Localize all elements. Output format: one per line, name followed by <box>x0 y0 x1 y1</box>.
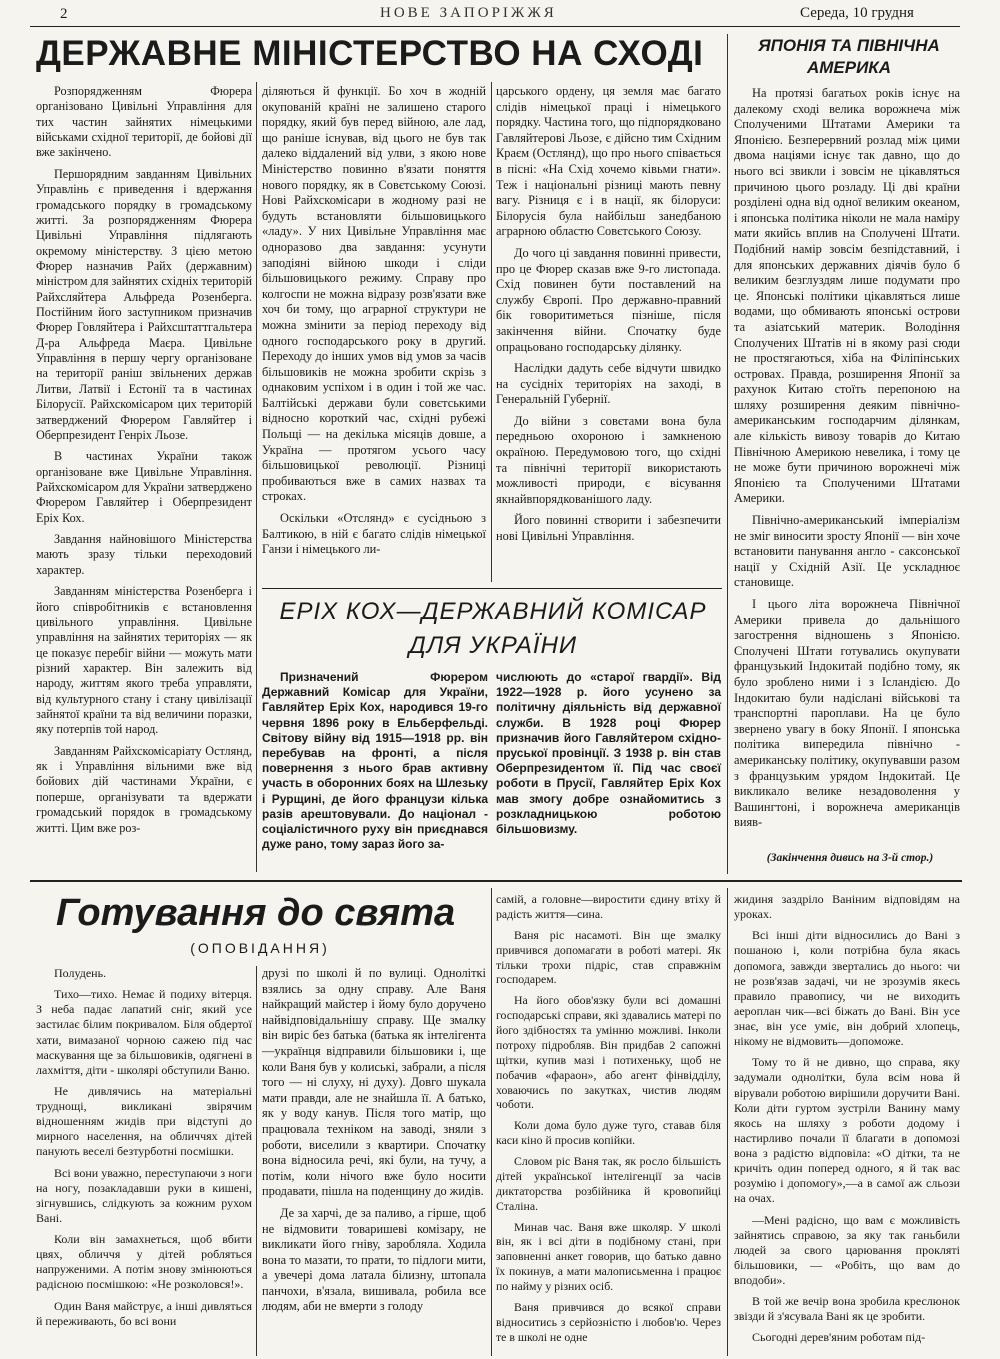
japan-continuation-note: (Закінчення дивись на 3-й стор.) <box>766 852 934 864</box>
story-col4-paragraph: Всі інші діти відносились до Вані з пошаною і, коли потрібна була якась допомога, завжди звертались до нього: чи не розв'язав задачі, чи не зрозумів якесь правило правопису, чи не виходить аероплан чик—всі біжать до Вані. Він усе знає, він усе уміє, він добрий хлопець, нікому не відмовить—допоможе. <box>734 928 960 1049</box>
header-rule <box>30 26 960 27</box>
japan-title-line-1: ЯПОНІЯ ТА ПІВНІЧНА <box>758 36 940 55</box>
story-column-3 <box>496 892 721 1351</box>
ministry-column-3 <box>496 84 721 551</box>
story-col4-paragraph: В той же вечір вона зробила креслюнок звізди й з'ясувала Вані як це зробити. <box>734 1294 960 1324</box>
column-divider <box>491 888 492 1356</box>
ministry-col3-paragraph: До війни з совєтами вона була передньою охороною і замкненою окраїною. Передумовою того, що східні та північні території використають можливості природи, є вісування якнайвпорядкованішого ладу. <box>496 413 721 506</box>
story-col3-paragraph: Коли дома було дуже туго, ставав біля каси кіно й просив копійки. <box>496 1118 721 1148</box>
column-divider <box>727 34 728 874</box>
section-divider <box>30 880 962 882</box>
story-col3-paragraph: Минав час. Ваня вже школяр. У школі він, як і всі діти в подібному стані, при заповненні анкет говорив, що батько давно їх покинув, а мати малописьменна і працює по найму у різних осіб. <box>496 1219 721 1293</box>
ministry-col1-paragraph: Завданням міністерства Розенберга і його співробітників є встановлення цивільного управління. Цивільне управління на зайнятих територіях — як це показує перебіг війни — можуть мати різний характер. Він залежить від народу, життям якого треба управляти, від культурного стану і стану цивілізації зайнятої країни та від величини поразки, яку потерпів той народ. <box>36 584 252 737</box>
koch-title-line-2: ДЛЯ УКРАЇНИ <box>408 632 578 659</box>
column-divider <box>727 888 728 1356</box>
koch-title-line-1: ЕРІХ КОХ—ДЕРЖАВНИЙ КОМІСАР <box>279 598 707 625</box>
page-number: 2 <box>60 6 68 22</box>
ministry-col3-paragraph: Його повинні створити і забезпечити нові Цивільні Управління. <box>496 513 721 544</box>
story-col4-paragraph: Сьогодні дерев'яним роботам під- <box>752 1330 926 1345</box>
koch-col1-text: Призначений Фюрером Державний Комісар для України, Гавляйтер Еріх Кох, народився 19-го червня 1896 року в Ельберфельді. Світову війну від 1915—1918 рр. він перебував на фронті, а після повернення з нього брав активну участь в оборонних боях на Шлезьку і Рурщині, де його французи кілька разів арештовували. До націонал - соціалістичного руху він приєднався дуже рано, тому зараз його за- <box>262 670 488 852</box>
ministry-col1-paragraph: Першорядним завданням Цивільних Управлінь є приведення і вдержання громадського порядку в громадському житті. За розпорядженням Фюрера Цивільні Управління підлягають окремому міністерству. З цією метою Фюрер назначив Райх (державним) міністром для зайнятих східніх територій Райхсляйтера Альфреда Розенберга. Постійним його заступником призначив Фюрер Говляйтера і Райхсштаттгальтера Д-ра Альфреда Маєра. Цивільне Управління в першу чергу організоване на території раніш звільнених держав Литви, Латвії і Естонії та в частинах Білорусії. Райхскомісаром цих територій затверджений Фюрером Гавляйтер і Оберпрезидент Генріх Льозе. <box>36 166 252 442</box>
story-title: Готування до свята <box>56 892 456 934</box>
story-col1-paragraph: Всі вони уважно, переступаючи з ноги на ногу, позакладавши руки в кишені, зігнувшись, слідкують за кожним рухом Вані. <box>36 1165 252 1225</box>
ministry-column-1 <box>36 84 252 842</box>
ministry-col3-paragraph: До чого ці завдання повинні привести, про це Фюрер сказав вже 9-го листопада. Схід повинен бути поставлений на службу Європі. Про державно-правний бік говоритиметься пізніше, після закінчення війни. Спочатку буде опрацьовано господарську ділянку. <box>496 245 721 354</box>
ministry-column-2 <box>262 84 486 564</box>
issue-date: Середа, 10 грудня <box>800 5 914 21</box>
japan-paragraph: І цього літа ворожнеча Північної Америки привела до дальнішого загострення відношень з Японією. Сполучені Штати готувались окупувати французький Індокитай подібно тому, як було зроблено ними і з Ісландією. До Індокитаю були надіслані військові та транспортні пароплави. На це було звернено увагу в боку Японії. І японська політика випередила північно - американську політику, окупувавши разом з французьким урядом Індокитай. Це викликало велике незадоволення у Вашингтоні, і ворожнеча американців вияв- <box>734 597 960 830</box>
story-col3-paragraph: Ваня привчився до всякої справи відноситись з серйозністю і любов'ю. Через те в школі не одне <box>496 1299 721 1344</box>
column-divider <box>256 966 257 1356</box>
koch-box-rule <box>262 588 722 589</box>
ministry-col1-paragraph: Розпорядженням Фюрера організовано Цивільні Управління для тих частин зайнятих німецькими військами східної території, де бойові дії вже закінчено. <box>36 84 252 160</box>
ministry-col3-paragraph: царського ордену, ця земля має багато слідів німецької праці і німецького порядку. Частина того, що підпорядковано Гавляйтерові Льозе, є дійсно тим Східним Краєм (Остлянд), що про нього співається в пісні: «На Схід хочемо ківьми гнати». Теж і національні різниці мають певну вагу. Різниця є і в нації, як білоруси: Білорусія була найбільш занедбаною аграрною областю Совєтського Союзу. <box>496 84 721 239</box>
ministry-title: ДЕРЖАВНЕ МІНІСТЕРСТВО НА СХОДІ <box>36 34 704 73</box>
ministry-col2-paragraph: діляються й функції. Бо хоч в жодній окупованій країні не залишено старого порядку, який був перед війною, але лад, що раніше існував, від цього не був так далеко віддалений від улви, з якою нове Міністерство повинно в'язати поняття нового порядку, як в Совєтському Союзі. Нові Райхскомісари в жодному разі не будуть встановляти більшовицького «ладу». У них Цивільне Управління має одноразово два завдання: усунути заподіяні війною шкоди і сліди більшовицького режиму. Справу про колгоспи не можна відразу розв'язати вже хоч би тому, що аграрної структури не можна змінити за період переходу від одного господарського року в другий. Переходу до інших умов від умов за часів більшовиків не можна зробити скрізь з однаковим успіхом і в один і той же час. Балтійські держави були совєтськими відносно короткий час, східні рубежі Польщі — на декілька місяців довше, а Україна — протягом усього часу більшовицької революції. Різниці пробиваються вже в самих назвах та строках. <box>262 84 486 504</box>
story-col1-paragraph: Коли він замахнеться, щоб вбити цвях, обличчя у дітей робляться напруженими. А потім знову змінюються радісною посмішкою: «Не розколовся!». <box>36 1232 252 1292</box>
japan-title-line-2: АМЕРИКА <box>806 58 892 77</box>
masthead: НОВЕ ЗАПОРІЖЖЯ <box>380 5 557 21</box>
japan-paragraph: На протязі багатьох років існує на далекому сході велика ворожнеча між Сполученими Штатами Америки та Японією. Безперервний розлад між цими двома націями існує так давно, що до нього всі звикли і зовсім не цікавляться причиною цього розладу. Ці дві країни розділені одна від одної великим океаном, і японська політика ніколи не мала наміру мати якийсь вплив на Сполучені Штати. Подібний намір зовсім безпідставний, і для японських державних діячів було б великим безглуздям лише подумати про це. Японські політики цікавляться лише водами, що обмивають японські острови та азіатський материк. Володіння Сполучених Штатів ні в якому разі сюди не простягаються, хіба на Філіпінських островах. Правда, розширення Японії за рахунок Китаю стоїть перепоною на шляху розширення деяким північно-американським господарчим ділянкам, але кількість вивозу товарів до Китаю Північною Америкою невелика, і тому це не може бути причиною ворожнечі між Японією та Сполученими Штатами Америки. <box>734 86 960 506</box>
koch-column-1 <box>262 670 488 858</box>
story-subtitle: (ОПОВІДАННЯ) <box>190 940 330 956</box>
column-divider <box>491 82 492 582</box>
story-col4-paragraph: —Мені радісно, що вам є можливість зайнятись справою, за яку так ганьбили людей за свого царювання прокляті більшовики, — «Робіть, що вам до вподоби». <box>734 1212 960 1287</box>
ministry-col2-paragraph: Оскільки «Отслянд» є сусідньою з Балтикою, в ній є багато слідів німецької Ганзи і німецького ли- <box>262 511 486 557</box>
story-column-1 <box>36 966 252 1335</box>
story-col1-paragraph: Не дивлячись на матеріальні труднощі, викликані звірячим відношенням жидів при відступі до мирного населення, на обличчях дітей панують веселі безтурботні посмішки. <box>36 1083 252 1159</box>
story-col1-paragraph: Полудень. <box>54 966 107 980</box>
ministry-col1-paragraph: Завданням Райхскомісаріату Остлянд, як і Управління вільними вже від бойових дій частинами України, є поперше, організувати та вдержати громадський порядок в громадському житті. Цим вже роз- <box>36 743 252 835</box>
ministry-col1-paragraph: Завдання найновішого Міністерства мають зразу тільки переходовий характер. <box>36 532 252 577</box>
story-column-4 <box>734 892 960 1352</box>
japan-paragraph: Північно-американський імперіалізм не зміг виносити зросту Японії — він хоче встановити панування англо - саксонської нації у Східній Азії. Це ускладнює становище. <box>734 513 960 590</box>
koch-col2-text: числюють до «старої гвардії». Від 1922—1928 р. його усунено за політичну діяльність від державної служби. В 1928 році Фюрер призначив його Гавляйтером східно-пруської провінції. З 1938 р. він став Оберпрезидентом її. Під час своєї роботи в Прусії, Гавляйтер Еріх Кох мав змогу добре ознайомитись з розкладницькою роботою більшовизму. <box>496 670 721 837</box>
story-col1-paragraph: Тихо—тихо. Немає й подиху вітерця. З неба падає лапатий сніг, який усе застилає білим покривалом. Біля обдертої хати, вимазаної чорною сажею під час маскування ще за більшовиків, одягнені в лахміття, діти - школярі обступили Ваню. <box>36 987 252 1077</box>
story-col1-paragraph: Один Ваня майструє, а інші дивляться й переживають, бо всі вони <box>36 1298 252 1328</box>
story-col3-paragraph: самій, а головне—виростити єдину втіху й радість життя—сина. <box>496 892 721 921</box>
story-col3-paragraph: Ваня ріс насамоті. Він ще змалку привчився допомагати в роботі матері. Як тільки трохи підріс, став справжнім господарем. <box>496 927 721 987</box>
story-col4-paragraph: жидиня заздріло Ваніним відповідям на уроках. <box>734 892 960 922</box>
koch-column-2 <box>496 670 721 843</box>
story-col2-paragraph: друзі по школі й по вулиці. Одноліткі взялись за одну справу. Але Ваня найкращий майстер і йому було доручено найвідповідальнішу справу. Ще змалку він виріс без батька (батька як інтелігента—українця відправили більшовики і, ще коли Ваня був у колиські, забрали, а після того — ні слуху, ні духу). Довго шукала мати правди, але не знайшла її. А батько, як у воду канув. Після того матір, що працювала техніком на заводі, зняли з роботи, виселили з квартири. Спочатку вона відносила речі, які були, на тучу, а потім, коли нічого вже було носити продавати, пішла на поденщину до жидів. <box>262 966 486 1199</box>
story-col2-paragraph: Де за харчі, де за паливо, а гірше, щоб не відмовити товаришеві комізару, не викликати його гніву, заробляла. Ходила вона то мазати, то прати, то підлоги мити, а увечері дома латала білизну, штопала панчохи, в'язала, вишивала, робила все людям, аби не вмерти з голоду <box>262 1205 486 1314</box>
column-divider <box>256 82 257 872</box>
story-col4-paragraph: Тому то й не дивно, що справа, яку задумали однолітки, була всім нова й вірували роботою вирішили доручити Вані. Коли діти гуртом зустріли Ванину маму якось на шляху з роботи додому і настирливо почали її благати в допомозі вона з радістю відповіла: «О дітки, та не кричіть один поперед одного, я й так вас розумію і допомогу»,—а в самої аж сльози на очах. <box>734 1055 960 1206</box>
ministry-col3-paragraph: Наслідки дадуть себе відчути швидко на сусідніх територіях на заході, в Генеральній Губернії. <box>496 361 721 407</box>
story-col3-paragraph: Словом ріс Ваня так, як росло більшість дітей української інтелігенції за часів диктаторства розбійника й кровопийці Сталіна. <box>496 1154 721 1213</box>
story-col3-paragraph: На його обов'язку були всі домашні господарські справи, які здавались матері по його здібностях та умінню можливі. Інколи потроху підробляв. Він придбав 2 сапожні щітки, купив мазі і потихеньку, щоб не побачив «фараон», або агент фінвідділу, ховаючись по закутках, чистив людям чоботи. <box>496 993 721 1112</box>
ministry-col1-paragraph: В частинах України також організоване вже Цивільне Управління. Райхскомісаром для України затверджено Фюрером Гавляйтер і Оберпрезидент Еріх Кох. <box>36 449 252 525</box>
story-column-2 <box>262 966 486 1321</box>
japan-column <box>734 86 960 837</box>
